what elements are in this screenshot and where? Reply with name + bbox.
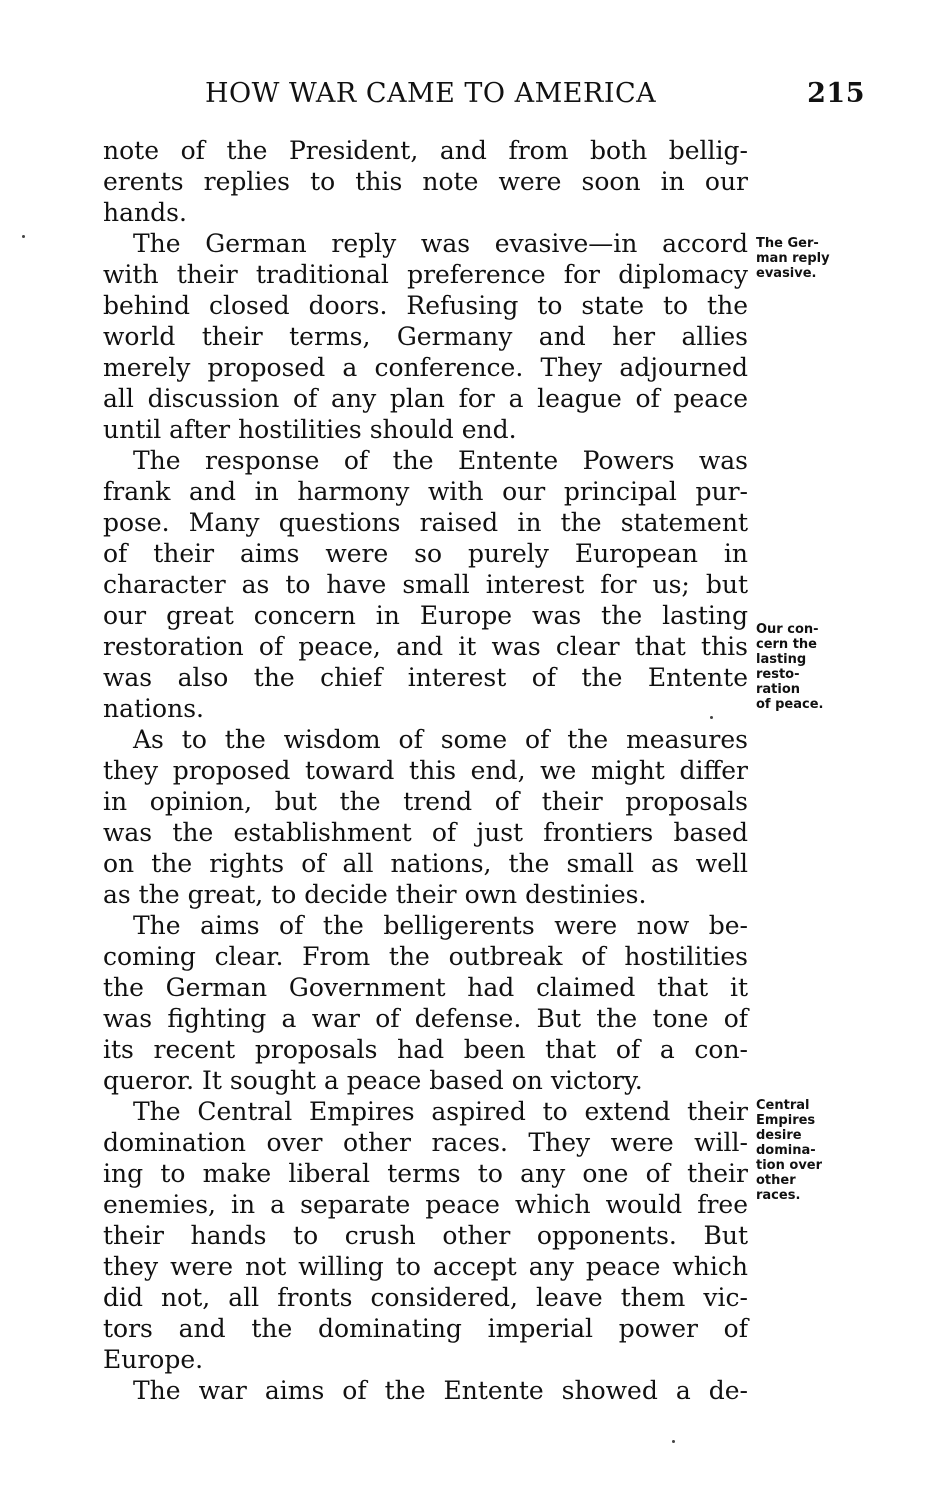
marginal-note-central-empires: [756, 1098, 866, 1203]
marginal-note-line: ration: [756, 682, 801, 697]
text-line: in opinion, but the trend of their proposals: [103, 787, 748, 816]
text-line: queror. It sought a peace based on victory.: [103, 1066, 643, 1095]
text-line: its recent proposals had been that of a con-: [103, 1035, 748, 1064]
text-line: their hands to crush other opponents. But: [103, 1221, 748, 1250]
page-number: 215: [807, 78, 865, 109]
text-line: behind closed doors. Refusing to state to the: [103, 291, 748, 320]
text-line: world their terms, Germany and her allies: [103, 322, 748, 351]
scan-speck: [672, 1440, 675, 1443]
text-line: until after hostilities should end.: [103, 415, 517, 444]
text-line: the German Government had claimed that it: [103, 973, 748, 1002]
text-line: they proposed toward this end, we might differ: [103, 756, 748, 785]
marginal-note-german-reply: [756, 236, 866, 281]
text-line: hands.: [103, 198, 187, 227]
text-line: character as to have small interest for us; but: [103, 570, 748, 599]
text-line: enemies, in a separate peace which would free: [103, 1190, 748, 1219]
scan-speck: [710, 716, 713, 719]
marginal-note-line: resto-: [756, 667, 800, 682]
marginal-note-line: The Ger-: [756, 236, 819, 251]
marginal-note-line: other: [756, 1173, 796, 1188]
text-line: our great concern in Europe was the lasting: [103, 601, 748, 630]
text-line: frank and in harmony with our principal pur-: [103, 477, 748, 506]
text-line: with their traditional preference for diplomacy: [103, 260, 748, 289]
marginal-note-line: races.: [756, 1188, 801, 1203]
marginal-note-line: man reply: [756, 251, 830, 266]
text-line: all discussion of any plan for a league of peace: [103, 384, 748, 413]
marginal-note-line: domina-: [756, 1143, 816, 1158]
marginal-note-line: evasive.: [756, 266, 817, 281]
scan-speck: [22, 235, 25, 238]
text-line: erents replies to this note were soon in our: [103, 167, 748, 196]
running-title: HOW WAR CAME TO AMERICA: [205, 78, 657, 109]
text-line: was also the chief interest of the Entente: [103, 663, 748, 692]
text-line: note of the President, and from both bellig-: [103, 136, 748, 165]
marginal-note-line: cern the: [756, 637, 818, 652]
text-line: of their aims were so purely European in: [103, 539, 748, 568]
marginal-note-line: desire: [756, 1128, 802, 1143]
text-line: was fighting a war of defense. But the tone of: [103, 1004, 748, 1033]
text-line: The aims of the belligerents were now be-: [133, 911, 748, 940]
text-line: domination over other races. They were will-: [103, 1128, 748, 1157]
text-line: they were not willing to accept any peace which: [103, 1252, 748, 1281]
text-line: as the great, to decide their own destinies.: [103, 880, 647, 909]
text-line: was the establishment of just frontiers based: [103, 818, 748, 847]
text-line: nations.: [103, 694, 204, 723]
text-line: coming clear. From the outbreak of hostilities: [103, 942, 748, 971]
text-line: The war aims of the Entente showed a de-: [133, 1376, 748, 1405]
text-line: tors and the dominating imperial power of: [103, 1314, 748, 1343]
text-line: Europe.: [103, 1345, 204, 1374]
text-line: on the rights of all nations, the small as well: [103, 849, 748, 878]
marginal-note-line: Central: [756, 1098, 810, 1113]
text-line: The German reply was evasive—in accord: [133, 229, 748, 258]
text-line: merely proposed a conference. They adjourned: [103, 353, 748, 382]
text-line: restoration of peace, and it was clear that this: [103, 632, 748, 661]
marginal-note-line: Empires: [756, 1113, 816, 1128]
text-line: pose. Many questions raised in the statement: [103, 508, 748, 537]
marginal-note-line: of peace.: [756, 697, 824, 712]
text-line: As to the wisdom of some of the measures: [133, 725, 748, 754]
marginal-note-line: lasting: [756, 652, 807, 667]
text-line: The Central Empires aspired to extend their: [133, 1097, 748, 1126]
marginal-note-lasting-peace: [756, 622, 866, 712]
marginal-note-line: Our con-: [756, 622, 819, 637]
running-header: [205, 78, 865, 118]
marginal-note-line: tion over: [756, 1158, 823, 1173]
text-line: The response of the Entente Powers was: [133, 446, 748, 475]
text-line: ing to make liberal terms to any one of their: [103, 1159, 748, 1188]
text-line: did not, all fronts considered, leave them vic-: [103, 1283, 748, 1312]
